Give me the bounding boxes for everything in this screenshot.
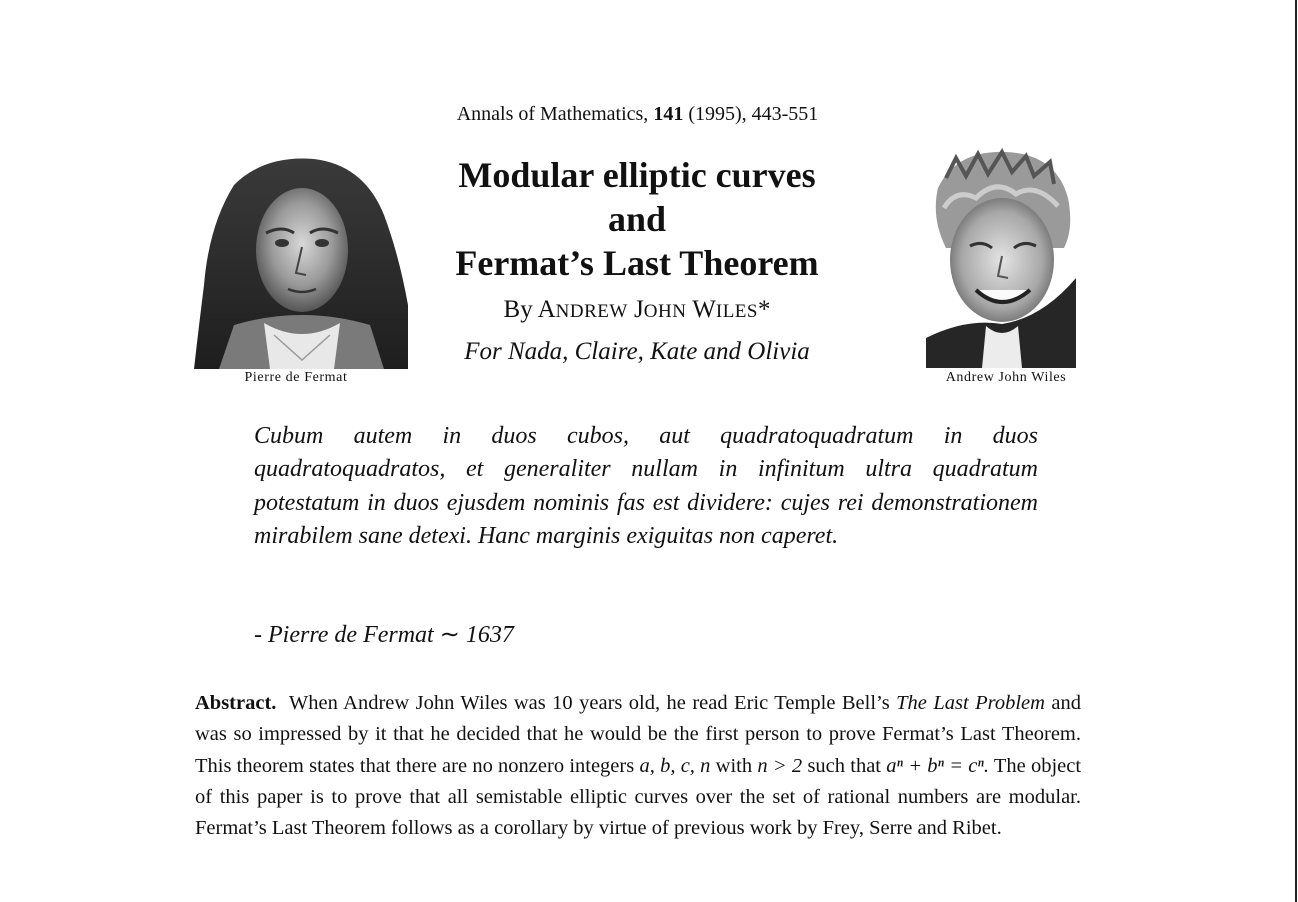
book-title: The Last Problem: [896, 692, 1045, 714]
abstract-label: Abstract.: [195, 692, 277, 714]
abstract-part-3: with: [715, 754, 753, 777]
author-initial-w: W: [692, 296, 716, 323]
wiles-caption: Andrew John Wiles: [945, 370, 1067, 385]
journal-details: (1995), 443-551: [688, 103, 819, 125]
author-rest-w: ILES: [715, 301, 758, 322]
title-block: [412, 153, 862, 369]
wiles-portrait: [926, 148, 1076, 368]
paper-title-line-1: Modular elliptic curves: [458, 155, 816, 195]
author-rest-j: OHN: [643, 301, 687, 322]
paper-title-line-3: Fermat’s Last Theorem: [455, 243, 819, 283]
abstract-part-2: and was so impressed by it that he decided that he would be the first person to prove Fermat’s Last Theorem. This theorem states that there are no nonzero integers: [195, 692, 1081, 777]
author-rest-a: NDREW: [555, 301, 628, 322]
variables: a, b, c, n: [639, 754, 711, 777]
author-initial-j: J: [634, 296, 644, 323]
fermat-equation: aⁿ + bⁿ = cⁿ.: [886, 754, 989, 777]
attribution-dash: -: [254, 622, 262, 648]
abstract-part-4: such that: [807, 754, 881, 777]
abstract-part-1: When Andrew John Wiles was 10 years old, he read Eric Temple Bell’s: [288, 692, 890, 714]
journal-volume: 141: [653, 103, 684, 125]
abstract-paragraph: [195, 688, 1081, 844]
abstract-part-5: The object of this paper is to prove that all semistable elliptic curves over the set of rational numbers are modular. Fermat’s Last Theorem follows as a corollary by virtue of previous work by Frey, Serre and Ribet.: [195, 754, 1082, 840]
journal-name: Annals of Mathematics,: [456, 103, 649, 125]
journal-citation: [0, 103, 1275, 126]
attribution-year: 1637: [465, 622, 514, 648]
fermat-caption: Pierre de Fermat: [244, 370, 348, 385]
byline-by: By: [503, 296, 533, 323]
epigraph-quote: Cubum autem in duos cubos, aut quadratoquadratum in duos quadratoquadratos, et generaliter nullam in infinitum ultra quadratum potestatum in duos ejusdem nominis fas est dividere: cujes rei demonstrationem mirabilem sane detexi. Hanc marginis exiguitas non caperet.: [254, 423, 1038, 550]
fermat-portrait: [194, 155, 408, 369]
dedication: For Nada, Claire, Kate and Olivia: [464, 338, 810, 365]
page-edge-rule: [1295, 0, 1297, 902]
attribution-name: Pierre de Fermat: [268, 622, 434, 648]
author-initial-a: A: [537, 296, 556, 323]
attribution-tilde: ∼: [439, 622, 460, 648]
footnote-mark[interactable]: *: [757, 296, 771, 323]
author-byline: [412, 293, 862, 329]
epigraph-attribution: [254, 620, 514, 649]
condition: n > 2: [757, 754, 803, 777]
paper-title-line-2: and: [607, 199, 667, 239]
